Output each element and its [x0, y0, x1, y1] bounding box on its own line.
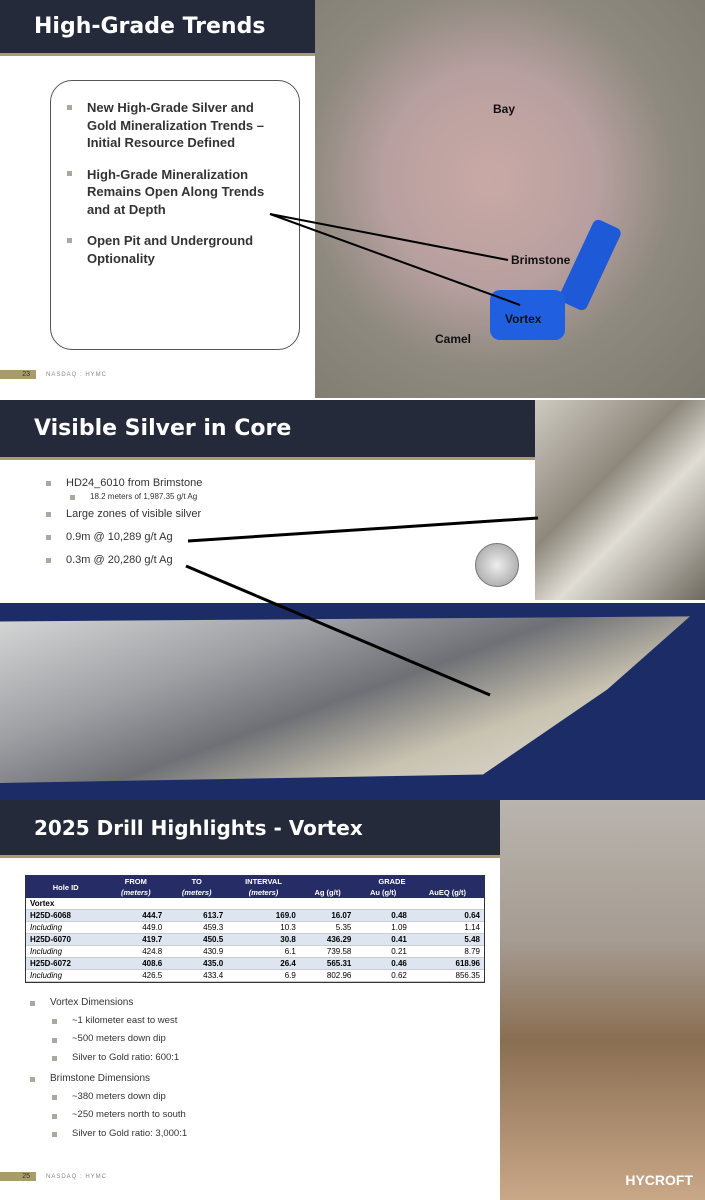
pointer-arrows — [0, 400, 705, 800]
bullet: 0.3m @ 20,280 g/t Ag — [46, 553, 202, 568]
table-cell: 0.41 — [355, 934, 411, 946]
sub-bullet: ~500 meters down dip — [52, 1033, 187, 1045]
table-cell: H25D-6072 — [26, 958, 105, 970]
table-cell: 426.5 — [105, 970, 166, 982]
sub-bullet: 18.2 meters of 1,987.35 g/t Ag — [70, 491, 202, 502]
map-label-brimstone: Brimstone — [511, 253, 571, 267]
unit: (meters) — [105, 887, 166, 898]
table-cell: 1.14 — [411, 922, 484, 934]
table-cell: 0.48 — [355, 910, 411, 922]
col-from: FROM — [105, 876, 166, 887]
table-row — [26, 910, 484, 922]
table-cell: 6.1 — [227, 946, 300, 958]
slide-drill-highlights — [0, 800, 705, 1200]
sub-bullet: ~1 kilometer east to west — [52, 1015, 187, 1027]
core-inspection-photo — [500, 800, 705, 1200]
table-cell: 565.31 — [300, 958, 356, 970]
bullet: Large zones of visible silver — [46, 507, 202, 522]
table-cell: 459.3 — [166, 922, 227, 934]
table-cell: H25D-6070 — [26, 934, 105, 946]
col-grade: GRADE — [300, 876, 484, 887]
col-ag: Ag (g/t) — [300, 887, 356, 898]
sub-bullet: Silver to Gold ratio: 600:1 — [52, 1052, 187, 1064]
col-to: TO — [166, 876, 227, 887]
table-cell: Including — [26, 970, 105, 982]
table-cell: 0.21 — [355, 946, 411, 958]
table-cell: 856.35 — [411, 970, 484, 982]
table-cell: 739.58 — [300, 946, 356, 958]
footer-text: NASDAQ : HYMC — [46, 371, 108, 378]
map-label-vortex: Vortex — [505, 312, 542, 326]
table-row — [26, 934, 484, 946]
table-cell: 5.35 — [300, 922, 356, 934]
table-row — [26, 958, 484, 970]
table-cell: 30.8 — [227, 934, 300, 946]
slide-title: 2025 Drill Highlights - Vortex — [0, 800, 500, 858]
unit: (meters) — [227, 887, 300, 898]
table-cell: 16.07 — [300, 910, 356, 922]
table-cell: 0.62 — [355, 970, 411, 982]
slide-high-grade-trends — [0, 0, 705, 398]
table-cell: 0.64 — [411, 910, 484, 922]
table-cell: Including — [26, 922, 105, 934]
slide-title: Visible Silver in Core — [0, 400, 535, 460]
footer-text: NASDAQ : HYMC — [46, 1173, 108, 1180]
table-cell: 424.8 — [105, 946, 166, 958]
table-cell: 169.0 — [227, 910, 300, 922]
table-row — [26, 922, 484, 934]
table-cell: 444.7 — [105, 910, 166, 922]
col-interval: INTERVAL — [227, 876, 300, 887]
table-cell: 6.9 — [227, 970, 300, 982]
table-cell: 433.4 — [166, 970, 227, 982]
drill-results-table — [25, 875, 485, 983]
sub-bullet: ~380 meters down dip — [52, 1091, 187, 1103]
table-row — [26, 970, 484, 982]
map-label-bay: Bay — [493, 102, 516, 116]
table-cell: 436.29 — [300, 934, 356, 946]
table-cell: 802.96 — [300, 970, 356, 982]
bullet: Open Pit and Underground Optionality — [67, 232, 287, 267]
col-hole-id: Hole ID — [26, 876, 105, 898]
table-cell: 430.9 — [166, 946, 227, 958]
table-cell: 419.7 — [105, 934, 166, 946]
pointer-arrows — [0, 0, 705, 398]
col-aueq: AuEQ (g/t) — [411, 887, 484, 898]
table-row — [26, 946, 484, 958]
bullet: Vortex Dimensions — [30, 996, 187, 1009]
bullet: High-Grade Mineralization Remains Open Along Trends and at Depth — [67, 166, 287, 219]
sub-bullet: ~250 meters north to south — [52, 1109, 187, 1121]
table-cell: 449.0 — [105, 922, 166, 934]
table-cell: 0.46 — [355, 958, 411, 970]
slide-title: High-Grade Trends — [0, 0, 315, 56]
page-number: 25 — [0, 1172, 36, 1181]
bullet: 0.9m @ 10,289 g/t Ag — [46, 530, 202, 545]
table-cell: 1.09 — [355, 922, 411, 934]
slide-visible-silver — [0, 400, 705, 800]
table-cell: 435.0 — [166, 958, 227, 970]
table-cell: 408.6 — [105, 958, 166, 970]
hycroft-logo: HYCROFT — [625, 1172, 693, 1188]
table-cell: 10.3 — [227, 922, 300, 934]
table-cell: 450.5 — [166, 934, 227, 946]
table-cell: 26.4 — [227, 958, 300, 970]
table-cell: H25D-6068 — [26, 910, 105, 922]
unit: (meters) — [166, 887, 227, 898]
table-cell: 618.96 — [411, 958, 484, 970]
table-cell: Including — [26, 946, 105, 958]
page-number: 23 — [0, 370, 36, 379]
bullet: HD24_6010 from Brimstone — [46, 476, 202, 491]
bullet: New High-Grade Silver and Gold Mineralization Trends – Initial Resource Defined — [67, 99, 287, 152]
table-cell: 613.7 — [166, 910, 227, 922]
map-label-camel: Camel — [435, 332, 472, 346]
bullet: Brimstone Dimensions — [30, 1072, 187, 1085]
section-vortex: Vortex — [26, 898, 484, 910]
table-cell: 8.79 — [411, 946, 484, 958]
col-au: Au (g/t) — [355, 887, 411, 898]
table-cell: 5.48 — [411, 934, 484, 946]
sub-bullet: Silver to Gold ratio: 3,000:1 — [52, 1128, 187, 1140]
